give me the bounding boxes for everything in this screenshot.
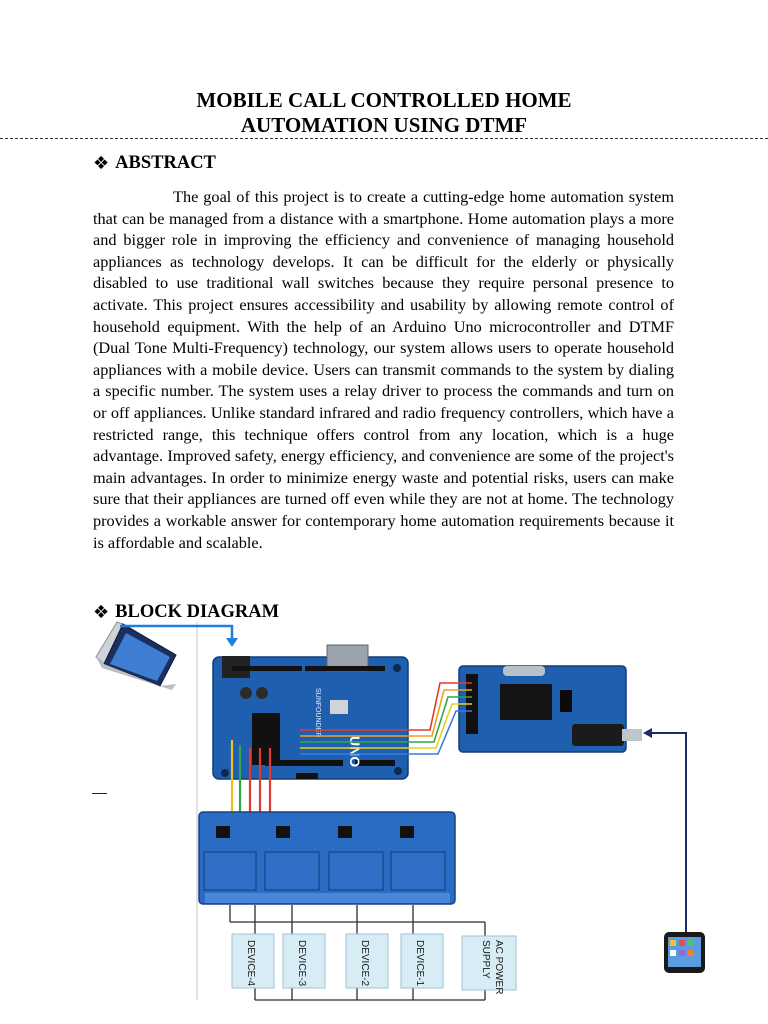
page-title xyxy=(0,88,768,138)
device-2-label: DEVICE-2 xyxy=(359,940,370,987)
block-diagram-heading-label: BLOCK DIAGRAM xyxy=(115,602,280,622)
title-line-2: AUTOMATION USING DTMF xyxy=(240,113,528,137)
diamond-bullet-icon: ❖ xyxy=(93,602,110,623)
stray-dash xyxy=(92,793,107,794)
device-box-3 xyxy=(283,934,325,988)
ac-power-supply-box xyxy=(462,936,516,994)
device-3-label: DEVICE-3 xyxy=(296,940,307,987)
device-4-label: DEVICE-4 xyxy=(245,940,256,987)
ac-power-label: AC POWER xyxy=(493,940,504,995)
arduino-brand-label: SUNFOUNDER xyxy=(314,688,321,738)
dashed-divider xyxy=(0,138,768,139)
dtmf-decoder-module xyxy=(459,666,642,752)
diamond-bullet-icon: ❖ xyxy=(93,153,110,174)
title-line-1: MOBILE CALL CONTROLLED HOME xyxy=(196,88,572,112)
supply-label: SUPPLY xyxy=(480,940,491,979)
device-box-4 xyxy=(232,934,274,988)
device-box-2 xyxy=(346,934,388,988)
abstract-heading xyxy=(93,153,216,174)
arduino-uno-label: UNO xyxy=(347,736,363,768)
abstract-heading-label: ABSTRACT xyxy=(115,153,216,173)
device-1-label: DEVICE-1 xyxy=(414,940,425,987)
phone-link-arrow xyxy=(643,728,686,932)
smartphone-icon xyxy=(664,932,705,973)
laptop-icon xyxy=(96,622,176,690)
relay-board xyxy=(199,812,455,904)
arduino-uno-board xyxy=(213,645,408,779)
device-boxes xyxy=(232,934,516,994)
abstract-paragraph: The goal of this project is to create a cutting-edge home automation system that can be managed from a distance with a smartphone. Home automation plays a more and bigger role in improving the efficiency and convenience of managing household appliances as technology develops. It can be difficult for the elderly or physically disabled to use traditional wall switches because they require personal presence to activate. This project ensures accessibility and usability by allowing remote control of household equipment. With the help of an Arduino Uno microcontroller and DTMF (Dual Tone Multi-Frequency) technology, our system allows users to operate household appliances with a mobile device. Users can transmit commands to the system by dialing a specific number. The system uses a relay driver to process the commands and turn on or off appliances. Unlike standard infrared and radio frequency controllers, which have a restricted range, this technique offers control from any location, which is a huge advantage. Improved safety, energy efficiency, and convenience are some of the project's main advantages. In order to minimize energy waste and potential risks, users can make sure that their appliances are turned off even while they are not at home. The technology provides a workable answer for contemporary home automation requirements because it is affordable and scalable. xyxy=(93,187,674,552)
block-diagram-heading xyxy=(93,602,279,623)
device-box-1 xyxy=(401,934,443,988)
